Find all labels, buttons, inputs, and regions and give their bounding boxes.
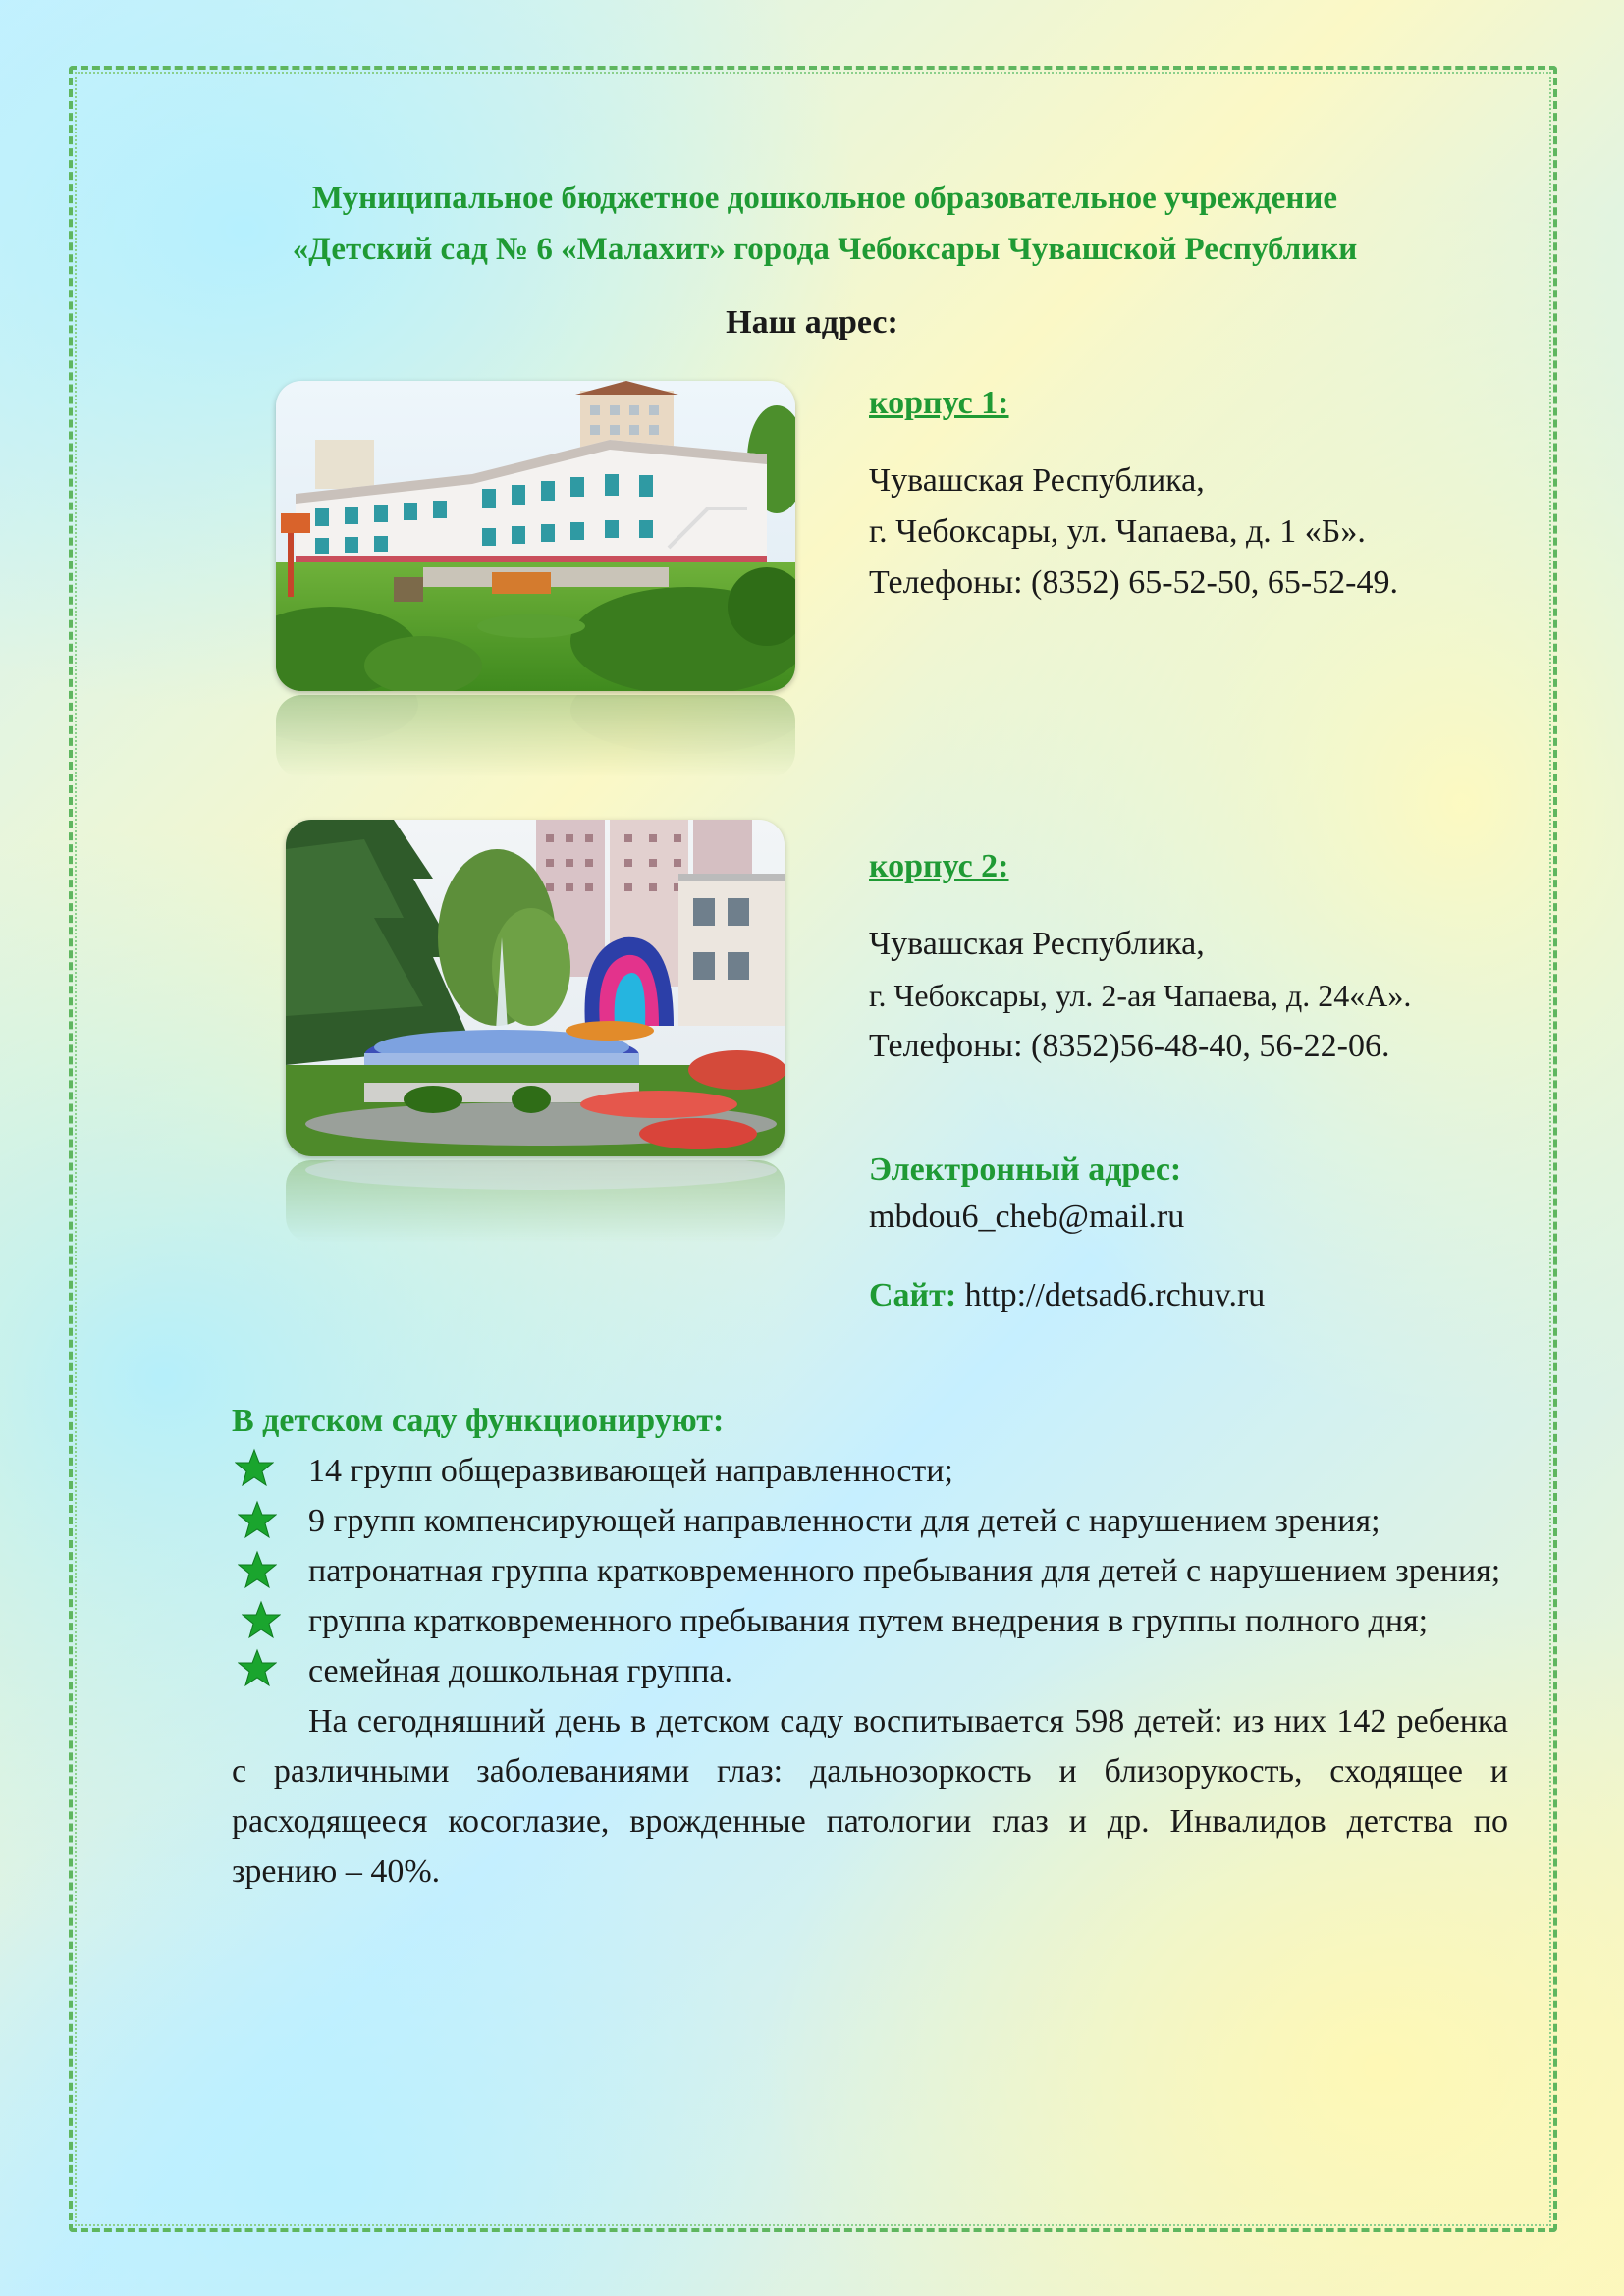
building2-photo-reflection: [286, 1160, 785, 1243]
list-item: [232, 1496, 1508, 1546]
children-count-paragraph: На сегодняшний день в детском саду воспитывается 598 детей: из них 142 ребенка с различными заболеваниями глаз: дальнозоркость и близорукость, сходящее и расходящееся косоглазие, врожденные патологии глаз и др. Инвалидов детства по зрению – 40%.: [232, 1703, 1508, 1890]
list-item-text: 9 групп компенсирующей направленности для детей с нарушением зрения;: [308, 1503, 1380, 1539]
star-bullet-icon: [238, 1500, 277, 1539]
address-heading: Наш адрес:: [726, 304, 898, 341]
building1-phones: Телефоны: (8352) 65-52-50, 65-52-49.: [869, 564, 1398, 601]
list-item-text: патронатная группа кратковременного пребывания для детей с нарушением зрения;: [308, 1553, 1501, 1589]
list-item: [232, 1596, 1508, 1646]
title-line-2: «Детский сад № 6 «Малахит» города Чебоксары Чувашской Республики: [292, 232, 1358, 267]
site-value: http://detsad6.rchuv.ru: [964, 1277, 1266, 1313]
building2-photo: [286, 820, 785, 1156]
building2-phones: Телефоны: (8352)56-48-40, 56-22-06.: [869, 1028, 1390, 1064]
star-bullet-icon: [242, 1600, 281, 1639]
email-value: mbdou6_cheb@mail.ru: [869, 1199, 1185, 1235]
building2-label: корпус 2:: [869, 848, 1009, 884]
list-item: [232, 1646, 1508, 1696]
contact-block: [869, 1147, 1265, 1319]
building1-address: [869, 455, 1398, 609]
star-bullet-icon: [235, 1448, 274, 1487]
building2-address: [869, 919, 1411, 1072]
building1-address-line: г. Чебоксары, ул. Чапаева, д. 1 «Б».: [869, 513, 1366, 550]
building2-address-line: Чувашская Республика,: [869, 926, 1205, 962]
functions-section: [232, 1396, 1508, 1896]
list-item-text: группа кратковременного пребывания путем внедрения в группы полного дня;: [308, 1603, 1429, 1639]
building1-photo: [276, 381, 795, 691]
email-label: Электронный адрес:: [869, 1151, 1182, 1188]
building2-address-line: г. Чебоксары, ул. 2-ая Чапаева, д. 24«А».: [869, 978, 1412, 1013]
list-item: [232, 1546, 1508, 1596]
site-label: Сайт:: [869, 1277, 957, 1313]
building1-label: корпус 1:: [869, 385, 1009, 421]
building1-address-line: Чувашская Республика,: [869, 462, 1205, 499]
building1-photo-reflection: [276, 695, 795, 777]
institution-title: [147, 173, 1502, 275]
star-bullet-icon: [238, 1550, 277, 1589]
list-item: [232, 1446, 1508, 1496]
site-row: [869, 1272, 1265, 1319]
list-item-text: семейная дошкольная группа.: [308, 1653, 733, 1689]
functions-heading: В детском саду функционируют:: [232, 1403, 725, 1439]
star-bullet-icon: [238, 1648, 277, 1687]
list-item-text: 14 групп общеразвивающей направленности;: [308, 1453, 953, 1489]
title-line-1: Муниципальное бюджетное дошкольное образовательное учреждение: [311, 181, 1338, 216]
